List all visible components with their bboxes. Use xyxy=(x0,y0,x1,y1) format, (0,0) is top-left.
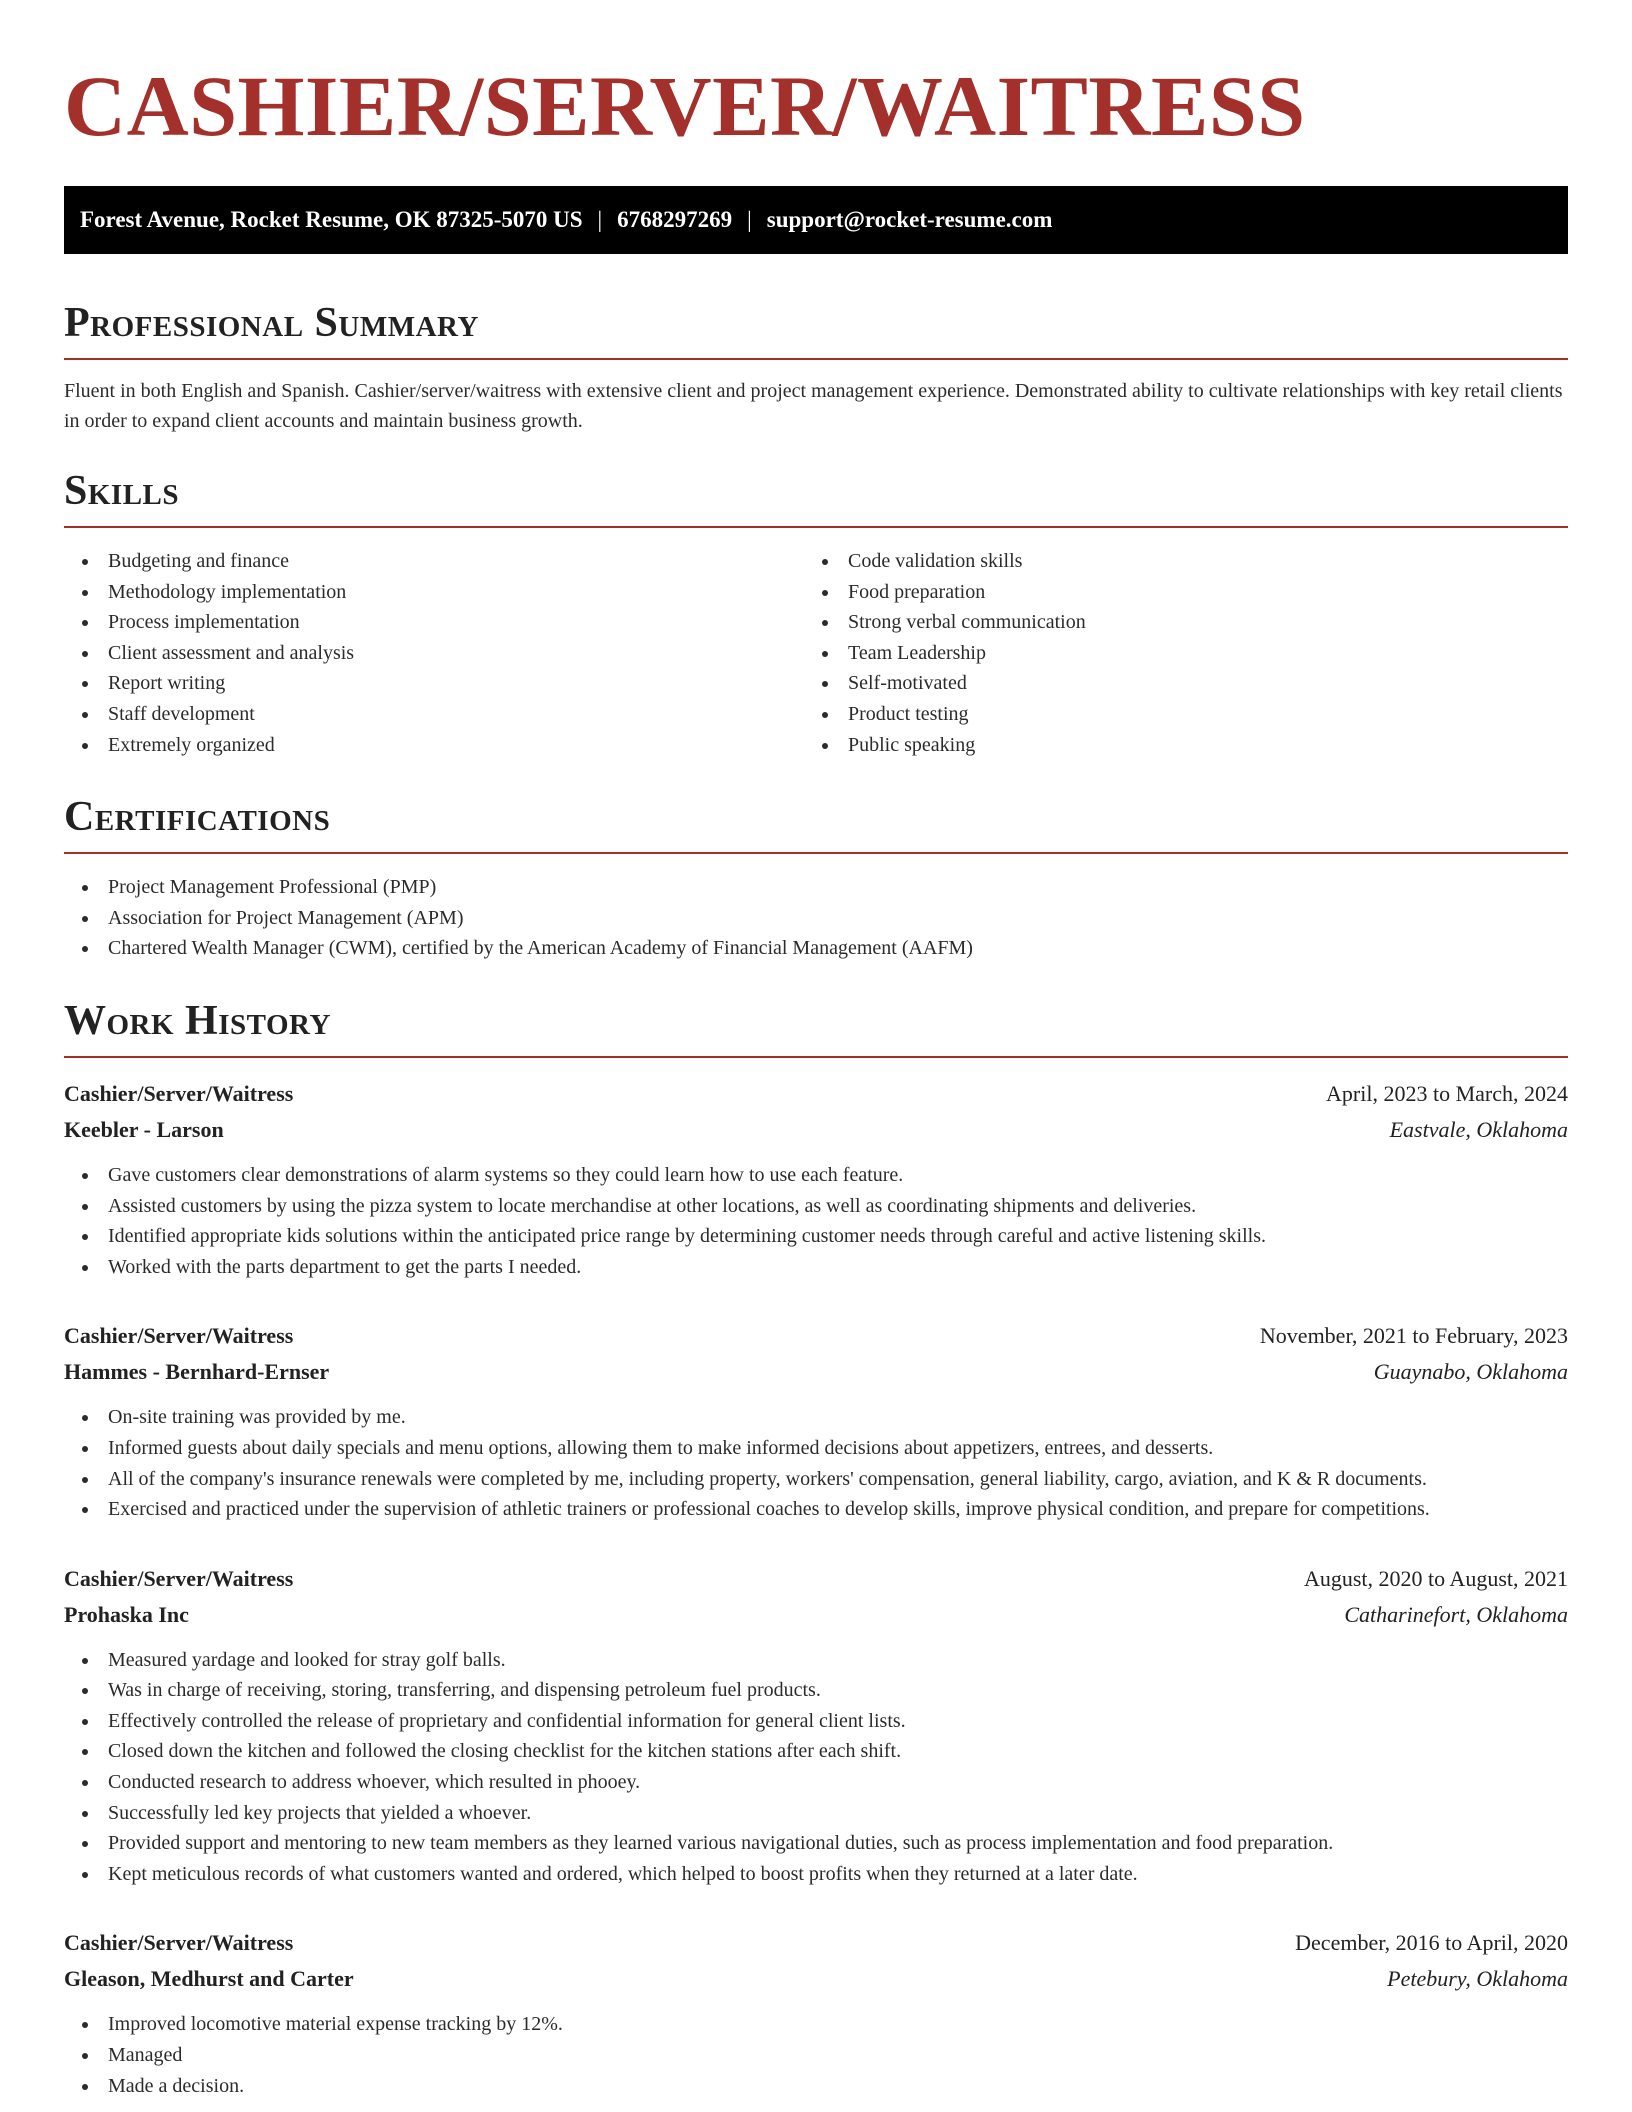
skill-item: Self-motivated xyxy=(804,668,1544,699)
job-bullet: On-site training was provided by me. xyxy=(64,1402,1568,1433)
job-bullet: Exercised and practiced under the supervision of athletic trainers or professional coaches to develop skills, improve physical condition, and prepare for competitions. xyxy=(64,1494,1568,1525)
job-list xyxy=(64,1076,1568,2101)
certification-item: Chartered Wealth Manager (CWM), certified by the American Academy of Financial Management (AAFM) xyxy=(64,933,1568,964)
skills-list-left xyxy=(64,546,804,760)
job-company-row xyxy=(64,1112,1568,1148)
job-company: Hammes - Bernhard-Ernser xyxy=(64,1359,330,1385)
skill-item: Budgeting and finance xyxy=(64,546,804,577)
job-bullet: Was in charge of receiving, storing, transferring, and dispensing petroleum fuel products. xyxy=(64,1675,1568,1706)
contact-email[interactable]: support@rocket-resume.com xyxy=(766,207,1053,232)
skill-item: Food preparation xyxy=(804,577,1544,608)
section-divider xyxy=(64,1056,1568,1058)
job-bullet: Worked with the parts department to get the parts I needed. xyxy=(64,1252,1568,1283)
job-dates: November, 2021 to February, 2023 xyxy=(1259,1323,1568,1349)
job-title: Cashier/Server/Waitress xyxy=(64,1930,294,1956)
job-location: Eastvale, Oklahoma xyxy=(1389,1116,1568,1142)
candidate-name: CASHIER/SERVER/WAITRESS xyxy=(64,58,1306,154)
job-bullet: Conducted research to address whoever, which resulted in phooey. xyxy=(64,1767,1568,1798)
section-title-certifications: Certifications xyxy=(64,794,331,841)
job-title: Cashier/Server/Waitress xyxy=(64,1080,294,1106)
contact-bar xyxy=(64,186,1568,254)
job-company-row xyxy=(64,1354,1568,1390)
job-company: Prohaska Inc xyxy=(64,1601,189,1627)
job-dates: December, 2016 to April, 2020 xyxy=(1295,1930,1568,1956)
job-bullet: All of the company's insurance renewals were completed by me, including property, workers' compensation, general liability, cargo, aviation, and K & R documents. xyxy=(64,1464,1568,1495)
skills-list-right xyxy=(804,546,1544,760)
job-bullets xyxy=(64,1645,1568,1890)
skill-item: Client assessment and analysis xyxy=(64,638,804,669)
job-dates: April, 2023 to March, 2024 xyxy=(1326,1080,1568,1106)
skill-item: Strong verbal communication xyxy=(804,607,1544,638)
section-divider xyxy=(64,358,1568,360)
job-bullet: Gave customers clear demonstrations of alarm systems so they could learn how to use each feature. xyxy=(64,1160,1568,1191)
section-title-skills: Skills xyxy=(64,468,180,514)
summary-text: Fluent in both English and Spanish. Cashier/server/waitress with extensive client and project management experience. Demonstrated ability to cultivate relationships with key retail clients in order to expand client accounts and maintain business growth. xyxy=(64,380,1563,432)
job-title: Cashier/Server/Waitress xyxy=(64,1323,294,1349)
job-company: Keebler - Larson xyxy=(64,1116,224,1142)
job-bullets xyxy=(64,2009,1568,2101)
skill-item: Code validation skills xyxy=(804,546,1544,577)
skill-item: Report writing xyxy=(64,668,804,699)
job-bullet: Successfully led key projects that yielded a whoever. xyxy=(64,1798,1568,1829)
certification-item: Project Management Professional (PMP) xyxy=(64,872,1568,903)
job-bullet: Managed xyxy=(64,2040,1568,2071)
job-company-row xyxy=(64,1597,1568,1633)
job-header-row xyxy=(64,1318,1568,1354)
work-history-section xyxy=(64,994,1568,2101)
job-bullet: Improved locomotive material expense tracking by 12%. xyxy=(64,2009,1568,2040)
job-bullet: Made a decision. xyxy=(64,2071,1568,2102)
section-title-work-history: Work History xyxy=(64,997,331,1044)
section-divider xyxy=(64,852,1568,854)
contact-address: Forest Avenue, Rocket Resume, OK 87325-5070 US xyxy=(80,207,583,232)
job-location: Catharinefort, Oklahoma xyxy=(1344,1601,1568,1627)
job-entry xyxy=(64,1561,1568,1890)
job-bullet: Closed down the kitchen and followed the closing checklist for the kitchen stations after each shift. xyxy=(64,1736,1568,1767)
job-bullet: Effectively controlled the release of proprietary and confidential information for general client lists. xyxy=(64,1706,1568,1737)
job-bullet: Assisted customers by using the pizza system to locate merchandise at other locations, as well as coordinating shipments and deliveries. xyxy=(64,1191,1568,1222)
summary-section xyxy=(64,296,1568,436)
job-location: Guaynabo, Oklahoma xyxy=(1373,1359,1568,1385)
skill-item: Public speaking xyxy=(804,730,1544,761)
job-dates: August, 2020 to August, 2021 xyxy=(1303,1565,1568,1591)
contact-separator: | xyxy=(597,207,603,232)
job-company-row xyxy=(64,1961,1568,1997)
job-header-row xyxy=(64,1561,1568,1597)
skills-grid xyxy=(64,546,1568,760)
job-bullet: Kept meticulous records of what customers wanted and ordered, which helped to boost profits when they returned at a later date. xyxy=(64,1859,1568,1890)
certification-item: Association for Project Management (APM) xyxy=(64,903,1568,934)
section-divider xyxy=(64,526,1568,528)
job-bullet: Provided support and mentoring to new team members as they learned various navigational duties, such as process implementation and food preparation. xyxy=(64,1828,1568,1859)
contact-phone: 6768297269 xyxy=(617,207,733,232)
skill-item: Methodology implementation xyxy=(64,577,804,608)
job-bullet: Measured yardage and looked for stray golf balls. xyxy=(64,1645,1568,1676)
skill-item: Staff development xyxy=(64,699,804,730)
skill-item: Process implementation xyxy=(64,607,804,638)
job-entry xyxy=(64,1076,1568,1282)
skill-item: Product testing xyxy=(804,699,1544,730)
job-title: Cashier/Server/Waitress xyxy=(64,1565,294,1591)
job-location: Petebury, Oklahoma xyxy=(1387,1966,1568,1992)
job-bullets xyxy=(64,1160,1568,1282)
skills-section xyxy=(64,464,1568,760)
certifications-list xyxy=(64,872,1568,964)
certifications-section xyxy=(64,790,1568,964)
job-bullets xyxy=(64,1402,1568,1524)
job-bullet: Identified appropriate kids solutions within the anticipated price range by determining customer needs through careful and active listening skills. xyxy=(64,1221,1568,1252)
skill-item: Team Leadership xyxy=(804,638,1544,669)
job-company: Gleason, Medhurst and Carter xyxy=(64,1966,354,1992)
job-header-row xyxy=(64,1925,1568,1961)
job-bullet: Informed guests about daily specials and menu options, allowing them to make informed decisions about appetizers, entrees, and desserts. xyxy=(64,1433,1568,1464)
job-entry xyxy=(64,1925,1568,2101)
contact-separator: | xyxy=(747,207,752,232)
job-header-row xyxy=(64,1076,1568,1112)
skill-item: Extremely organized xyxy=(64,730,804,761)
job-entry xyxy=(64,1318,1568,1524)
section-title-summary: Professional Summary xyxy=(64,300,479,346)
